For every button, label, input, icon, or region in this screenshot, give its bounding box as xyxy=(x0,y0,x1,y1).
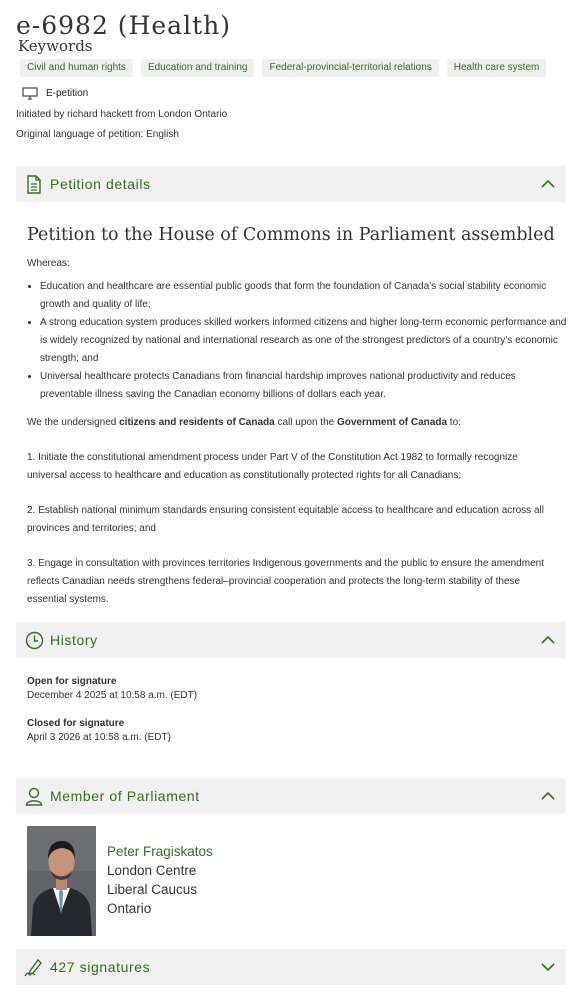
keywords-heading: Keywords xyxy=(18,37,93,55)
keyword-tag[interactable]: Health care system xyxy=(447,59,547,77)
call-to-action xyxy=(27,414,547,432)
request-point-2: 2. Establish national minimum standards ensuring consistent equitable access to healthcare and education across all provinces and territories; and xyxy=(27,505,544,534)
petition-details-title: Petition details xyxy=(50,176,151,192)
chevron-up-icon[interactable] xyxy=(540,632,556,648)
list-item: • Education and healthcare are essential public goods that form the foundation of Canada’s social stability economic growth and quality of life; xyxy=(40,278,570,314)
petition-type xyxy=(22,87,88,100)
chevron-up-icon[interactable] xyxy=(540,788,556,804)
call-mid: call upon the xyxy=(274,417,337,428)
mp-photo xyxy=(27,826,96,936)
petition-details-header[interactable] xyxy=(16,166,566,202)
mp-province: Ontario xyxy=(107,901,152,916)
closed-signature-label: Closed for signature xyxy=(27,718,125,729)
call-prefix: We the undersigned xyxy=(27,417,120,428)
document-icon xyxy=(24,174,44,194)
list-item: • A strong education system produces skilled workers informed citizens and higher long-term economic performance and is widely recognized by national and international research as one of the strongest predictors of a country’s economic strength; and xyxy=(40,314,570,368)
initiated-by: Initiated by richard hackett from London Ontario xyxy=(16,109,228,120)
mp-riding: London Centre xyxy=(107,863,197,878)
request-point-1: 1. Initiate the constitutional amendment process under Part V of the Constitution Act 1982 to formally recognize universal access to healthcare and education as constitutionally protected rights for all Canadians; xyxy=(27,452,518,481)
mp-name-link[interactable]: Peter Fragiskatos xyxy=(107,844,213,859)
petition-type-label: E-petition xyxy=(46,88,89,99)
call-bold-government: Government of Canada xyxy=(336,417,448,428)
chevron-down-icon[interactable] xyxy=(540,959,556,975)
whereas-list xyxy=(27,278,570,404)
chevron-up-icon[interactable] xyxy=(540,176,556,192)
signatures-title: 427 signatures xyxy=(50,959,151,975)
original-language: Original language of petition: English xyxy=(16,129,179,140)
signatures-header[interactable] xyxy=(16,949,566,985)
page-title: e-6982 (Health) xyxy=(16,10,231,40)
call-suffix: to: xyxy=(447,417,461,428)
open-signature-date: December 4 2025 at 10:58 a.m. (EDT) xyxy=(27,690,198,701)
history-title: History xyxy=(50,632,98,648)
monitor-icon xyxy=(22,87,38,100)
mp-title: Member of Parliament xyxy=(50,788,200,804)
list-item: • Universal healthcare protects Canadians from financial hardship improves national productivity and reduces preventable illness saving the Canadian economy billions of dollars each year. xyxy=(40,368,570,404)
petition-heading: Petition to the House of Commons in Parliament assembled xyxy=(27,225,555,245)
clock-icon xyxy=(24,630,44,650)
call-bold-citizens: citizens and residents of Canada xyxy=(119,417,275,428)
mp-caucus: Liberal Caucus xyxy=(107,882,198,897)
keywords-list xyxy=(20,59,546,77)
request-point-3: 3. Engage in consultation with provinces territories Indigenous governments and the public to ensure the amendment reflects Canadian needs strengthens federal–provincial cooperation and protects the long-term stability of these essential systems. xyxy=(27,558,544,605)
person-icon xyxy=(24,786,44,806)
mp-header[interactable] xyxy=(16,778,566,814)
whereas-label: Whereas: xyxy=(27,258,70,269)
open-signature-label: Open for signature xyxy=(27,676,117,687)
keyword-tag[interactable]: Federal-provincial-territorial relations xyxy=(262,59,438,77)
history-header[interactable] xyxy=(16,622,566,658)
keyword-tag[interactable]: Civil and human rights xyxy=(20,59,133,77)
closed-signature-date: April 3 2026 at 10:58 a.m. (EDT) xyxy=(27,732,171,743)
keyword-tag[interactable]: Education and training xyxy=(141,59,255,77)
pen-signature-icon xyxy=(24,957,44,977)
